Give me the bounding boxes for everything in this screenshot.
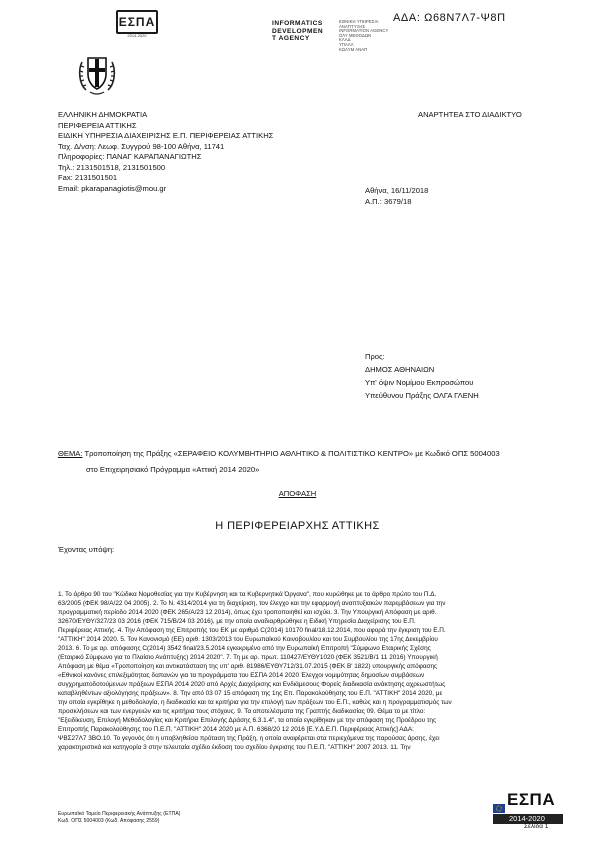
publish-note: ΑΝΑΡΤΗΤΕΑ ΣΤΟ ΔΙΑΔΙΚΤΥΟ (418, 110, 522, 119)
ida-line-3: T AGENCY (272, 35, 310, 43)
body-line: Περιφέρειας Αττικής. 4. Την Απόφαση της Επιτροπής του ΕΚ με αριθμό C(2014) 10170 final/18.12.2014, που αφορά την έγκριση του Ε.Π. (58, 627, 446, 634)
ida-logo-small-text (339, 20, 399, 52)
ida-line-2: DEVELOPMEN (272, 27, 324, 35)
recipient-line: Υπεύθυνου Πράξης ΟΛΓΑ ΓΛΕΝΗ (365, 391, 479, 400)
sender-email: Email: pkarapanagiotis@mou.gr (58, 183, 167, 193)
date-block (365, 186, 428, 207)
espa-logo-text: ΕΣΠΑ (116, 10, 158, 34)
body-line: Επιτροπής Παρακολούθησης του Π.Ε.Π. "ΑΤΤΙΚΗ" 2014 2020 με Α.Π. 6368/20 12 2016 [Ε.Υ.Δ.Ε.Π. Περιφέρειας Αττικής] ΑΔΑ: (58, 726, 414, 733)
ida-small-3: INFORMATION AGENCY (339, 28, 389, 34)
sender-line: ΠΕΡΙΦΕΡΕΙΑ ΑΤΤΙΚΗΣ (58, 120, 137, 130)
sender-line: Πληροφορίες: ΠΑΝΑΓ ΚΑΡΑΠΑΝΑΓΙΩΤΗΣ (58, 152, 202, 161)
espa-bottom-years: 2014-2020 (509, 814, 545, 823)
body-line: καταβληθέντων αξιολόγησης πράξεων». 8. Την από 03 07 15 απόφαση της 1ης Επ. Παρακολούθησης του Ε.Π. "ΑΤΤΙΚΗ" 2014 2020, με (58, 690, 443, 697)
espa-bottom-logo (493, 790, 563, 826)
ida-line-1: INFORMATICS (272, 20, 323, 27)
region-title: Η ΠΕΡΙΦΕΡΕΙΑΡΧΗΣ ΑΤΤΙΚΗΣ (215, 520, 380, 532)
recipient-line: Υπ' όψιν Νομίμου Εκπροσώπου (365, 378, 474, 387)
main-paragraph (58, 590, 544, 752)
body-line: 2013. 6. Το με αρ. απόφασης C(2014) 3542 final/23.5.2014 εγκεκριμένο από την Ευρωπαϊκή Επιτροπή "Σύμφωνο Εταιρικής Σχέσης (58, 645, 431, 652)
body-line: 63/2005 (ΦΕΚ 98/Α/22 04 2005). 2. Το Ν. 4314/2014 για τη διαχείριση, τον έλεγχο και την εφαρμογή αναπτυξιακών παρεμβάσεων για την (58, 600, 446, 607)
ada-code: ΑΔΑ: Ω68Ν7Λ7-Ψ8Π (393, 12, 506, 24)
subject-line-2: στο Επιχειρησιακό Πρόγραμμα «Αττική 2014 2020» (86, 465, 260, 474)
ida-small-4: ΟΛΥ ΜΕΘΟΔΩΝ (339, 32, 372, 38)
body-line: Απόφαση με θέμα «Τροποποίηση και αντικατάσταση της υπ' αριθ. 81986/ΕΥΘΥ712/31.07.2015 (ΦΕΚ Β' 1822) υπουργικής απόφασης (58, 663, 438, 670)
recipients-block (365, 350, 479, 402)
body-line: προσκλήσεων και των ενεργειών και τις κριτήρια τους στόχους. 9. Τα αποτελέσματα της Γραπτής διαδικασίας 09. Θέμα το με τίτλο: (58, 708, 426, 715)
body-line: "ΑΤΤΙΚΗ" 2014 2020. 5. Τον Κανονισμό (ΕΕ) αριθ. 1303/2013 του Ευρωπαϊκού Κοινοβουλίου και του Συμβουλίου της 17ης Δεκεμβρίου (58, 636, 438, 643)
having-label: Έχοντας υπόψη: (58, 545, 115, 554)
greek-coat-of-arms-icon (76, 52, 118, 96)
ida-small-1: ΕΘΝΙΚΗ ΥΠΗΡΕΣΙΑ (339, 19, 379, 24)
body-line: συγχρηματοδοτούμενων πράξεων ΕΣΠΑ 2014 2020 από Αρχές Διαχείρισης και Ενδιάμεσους Φορείς διαδικασία ανάκτησης αχρεωστήτως (58, 681, 446, 688)
ida-small-5: ΚΛΑΔ (339, 37, 351, 43)
recipients-label: Προς: (365, 352, 385, 361)
document-date: Αθήνα, 16/11/2018 (365, 186, 429, 195)
sender-line: ΕΙΔΙΚΗ ΥΠΗΡΕΣΙΑ ΔΙΑΧΕΙΡΙΣΗΣ Ε.Π. ΠΕΡΙΦΕΡΕΙΑΣ ΑΤΤΙΚΗΣ (58, 131, 274, 140)
espa-logo (116, 10, 158, 40)
espa-bottom-title: ΕΣΠΑ (507, 790, 556, 809)
body-line: χαρακτηριστικά και κατηγορία 3 στην τελευταία σχέδιο έκδοση του σχεδίου έγκρισης του Π.Ε.Π. "ΑΤΤΙΚΗ" 2007 2013. 11. Την (58, 744, 411, 751)
footer-line-2: Κωδ. ΟΠΣ 5004003 (Κωδ. Απόφασης 2559) (58, 818, 160, 824)
sender-line: Fax: 2131501501 (58, 173, 118, 182)
body-line: (Εταιρικό Σύμφωνο για το Πλαίσιο Ανάπτυξης) 2014 2020". 7. Τη με αρ. πρωτ. 110427/ΕΥΘΥ1020 (ΦΕΚ 3521/Β/1 11 2016) Υπουργική (58, 654, 438, 661)
decision-heading-text: ΑΠΟΦΑΣΗ (278, 489, 317, 498)
decision-heading (0, 489, 595, 500)
page-number: Σελίδα 1 (524, 823, 549, 830)
sender-line: Ταχ. Δ/νση: Λεωφ. Συγγρού 98-100 Αθήνα, 11741 (58, 141, 225, 151)
body-line: "Εξειδίκευση, Επιλογή Μεθοδολογίας και Κριτήρια Επιλογής Δράσης 6.3.1.4", τα οποία εγκρίθηκαν με την απόφαση της Προέδρου της (58, 717, 437, 724)
body-line: «Εθνικοί κανόνες επιλεξιμότητας δαπανών για τα προγράμματα του ΕΣΠΑ 2014 2020 Έλεγχοι νομιμότητας δημοσίων συμβάσεων (58, 672, 425, 679)
espa-logo-subtitle: 2014-2020 (127, 33, 147, 38)
recipient-line: ΔΗΜΟΣ ΑΘΗΝΑΙΩΝ (365, 365, 435, 374)
ida-small-2: ΑΝΑΠΤΥΞΗΣ (339, 23, 366, 29)
ida-small-6: ΥΠΑΛΛ (339, 41, 354, 47)
footer-block (58, 811, 181, 825)
body-line: προγραμματική περίοδο 2014 2020 (ΦΕΚ 265/Α/23 12 2014), όπως έχει τροποποιηθεί και ισχύει. 3. Την Υπουργική Απόφαση με αριθ. (58, 609, 437, 616)
body-line: 1. Το άρθρο 90 του "Κώδικα Νομοθεσίας για την Κυβέρνηση και τα Κυβερνητικά Όργανα", που κυρώθηκε με το άρθρο πρώτο του Π.Δ. (58, 591, 437, 598)
ida-small-7: ΚΩΛΥΜ ΑΝΑΠ (339, 46, 368, 52)
protocol-number: Α.Π.: 3679/18 (365, 196, 412, 206)
ida-logo-title (272, 20, 323, 43)
body-line: ΨΒΣ27Λ7 3ΒΟ.10. Το γεγονός ότι η υποβληθείσα πρόταση της Πράξη, η οποία αναφέρεται στα περιεχόμενα της παρούσας άρσης, έχει (58, 735, 440, 742)
subject-line-1: Τροποποίηση της Πράξης «ΣΕΡΑΦΕΙΟ ΚΟΛΥΜΒΗΤΗΡΙΟ ΑΘΛΗΤΙΚΟ & ΠΟΛΙΤΙΣΤΙΚΟ ΚΕΝΤΡΟ» με Κωδικό ΟΠΣ 5004003 (84, 449, 500, 458)
body-line: την οποία εγκρίθηκε η μεθοδολογία, η διαδικασία και τα κριτήρια για την επιλογή των πράξεων του Ε.Π., καθώς και η προγραμματισμός των (58, 699, 452, 706)
sender-line: Τηλ.: 2131501518, 2131501500 (58, 162, 166, 172)
sender-block (58, 110, 273, 194)
subject-label: ΘΕΜΑ: (58, 449, 83, 458)
footer-line-1: Ευρωπαϊκό Ταμείο Περιφερειακής Ανάπτυξης (ΕΤΠΑ) (58, 811, 181, 817)
sender-line: ΕΛΛΗΝΙΚΗ ΔΗΜΟΚΡΑΤΙΑ (58, 110, 148, 119)
body-line: 32670/ΕΥΘΥ/327/23 03 2016 (ΦΕΚ 715/Β/24 03 2016), με την οποία αναδιαρθρώθηκε η Ειδική Υπηρεσία Διαχείρισης του Ε.Π. (58, 618, 416, 625)
subject-block (58, 446, 548, 478)
